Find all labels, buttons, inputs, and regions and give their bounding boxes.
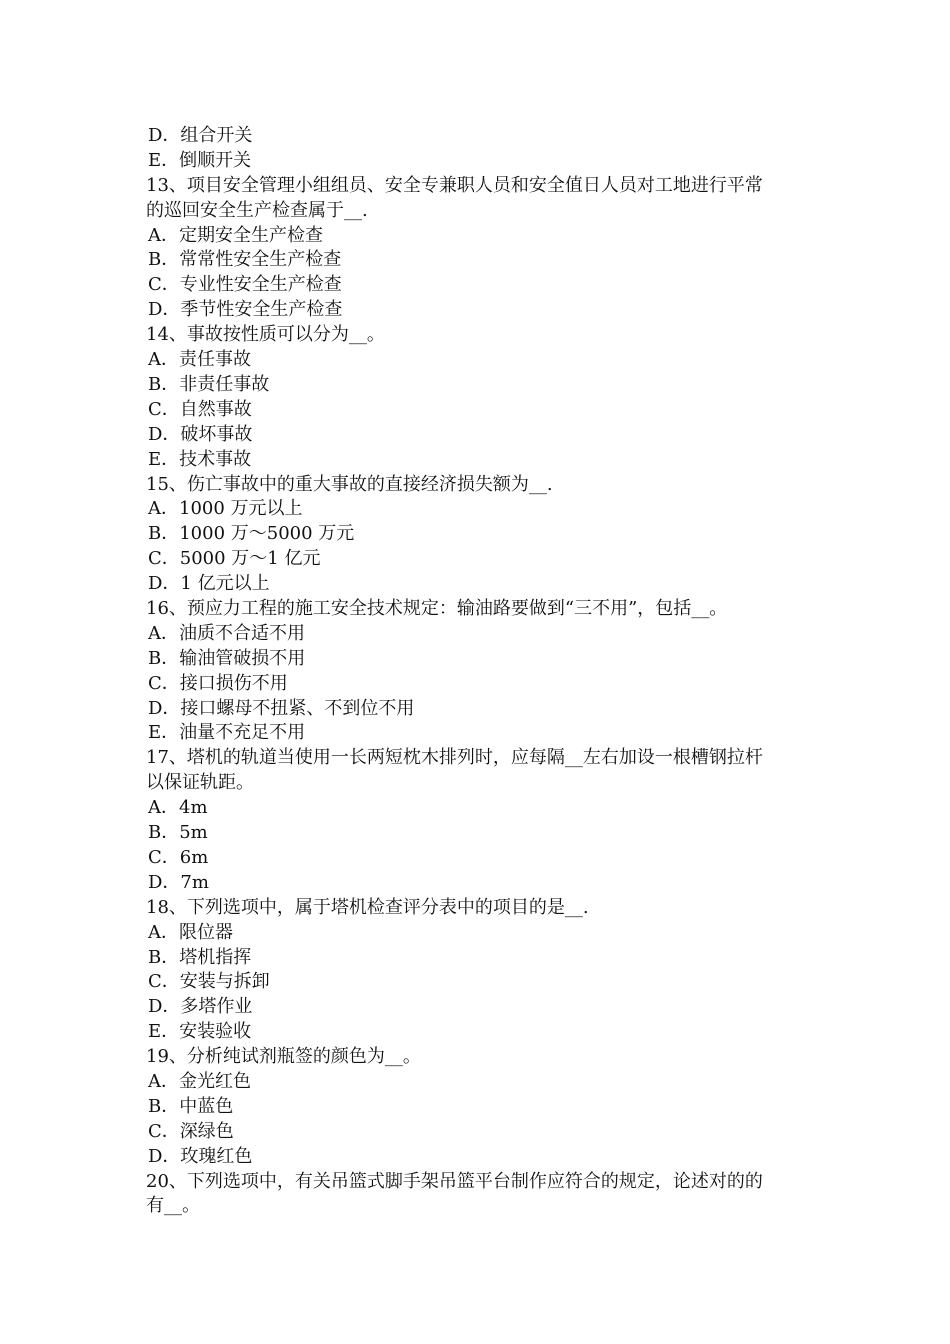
answer-option: A．定期安全生产检查 [148, 224, 323, 246]
answer-option: A．金光红色 [148, 1070, 251, 1092]
answer-option: B．常常性安全生产检查 [148, 249, 342, 271]
answer-option: E．油量不充足不用 [148, 722, 306, 744]
question-text: 15、伤亡事故中的重大事故的直接经济损失额为__. [146, 473, 553, 495]
question-text: 的巡回安全生产检查属于__. [146, 199, 368, 221]
question-text: 19、分析纯试剂瓶签的颜色为__。 [146, 1046, 421, 1068]
answer-option: D．接口螺母不扭紧、不到位不用 [148, 697, 415, 719]
answer-option: C．深绿色 [148, 1120, 234, 1142]
answer-option: D．多塔作业 [148, 996, 253, 1018]
answer-option: C．自然事故 [148, 398, 252, 420]
answer-option: E．倒顺开关 [148, 149, 252, 171]
question-text: 13、项目安全管理小组组员、安全专兼职人员和安全值日人员对工地进行平常 [146, 174, 763, 196]
answer-option: A．限位器 [148, 921, 233, 943]
answer-option: B．塔机指挥 [148, 946, 252, 968]
answer-option: C．专业性安全生产检查 [148, 274, 342, 296]
answer-option: D．1 亿元以上 [148, 573, 270, 595]
answer-option: A．责任事故 [148, 349, 251, 371]
answer-option: C．安装与拆卸 [148, 971, 270, 993]
question-text: 有__。 [146, 1195, 200, 1217]
answer-option: A．油质不合适不用 [148, 622, 305, 644]
answer-option: D．组合开关 [148, 125, 253, 146]
question-text: 以保证轨距。 [146, 772, 254, 794]
question-text: 18、下列选项中，属于塔机检查评分表中的项目的是__. [146, 896, 589, 918]
answer-option: B．输油管破损不用 [148, 647, 306, 669]
answer-option: B．5m [148, 822, 208, 844]
answer-option: B．非责任事故 [148, 373, 270, 395]
answer-option: A．4m [148, 797, 208, 819]
answer-option: B．1000 万～5000 万元 [148, 523, 355, 545]
answer-option: A．1000 万元以上 [148, 498, 303, 520]
answer-option: C．6m [148, 846, 209, 868]
answer-option: D．7m [148, 871, 209, 893]
question-text: 20、下列选项中，有关吊篮式脚手架吊篮平台制作应符合的规定，论述对的的 [146, 1170, 763, 1192]
answer-option: C．5000 万～1 亿元 [148, 548, 321, 570]
answer-option: D．破坏事故 [148, 423, 253, 445]
question-text: 16、预应力工程的施工安全技术规定：输油路要做到“三不用”，包括__。 [146, 597, 728, 619]
answer-option: B．中蓝色 [148, 1095, 234, 1117]
question-text: 17、塔机的轨道当使用一长两短枕木排列时，应每隔__左右加设一根槽钢拉杆 [146, 747, 763, 769]
exam-text-body [146, 124, 814, 1219]
answer-option: E．安装验收 [148, 1021, 252, 1043]
answer-option: C．接口损伤不用 [148, 672, 288, 694]
question-text: 14、事故按性质可以分为__。 [146, 324, 385, 346]
answer-option: E．技术事故 [148, 448, 252, 470]
answer-option: D．玫瑰红色 [148, 1145, 253, 1167]
answer-option: D．季节性安全生产检查 [148, 299, 343, 321]
